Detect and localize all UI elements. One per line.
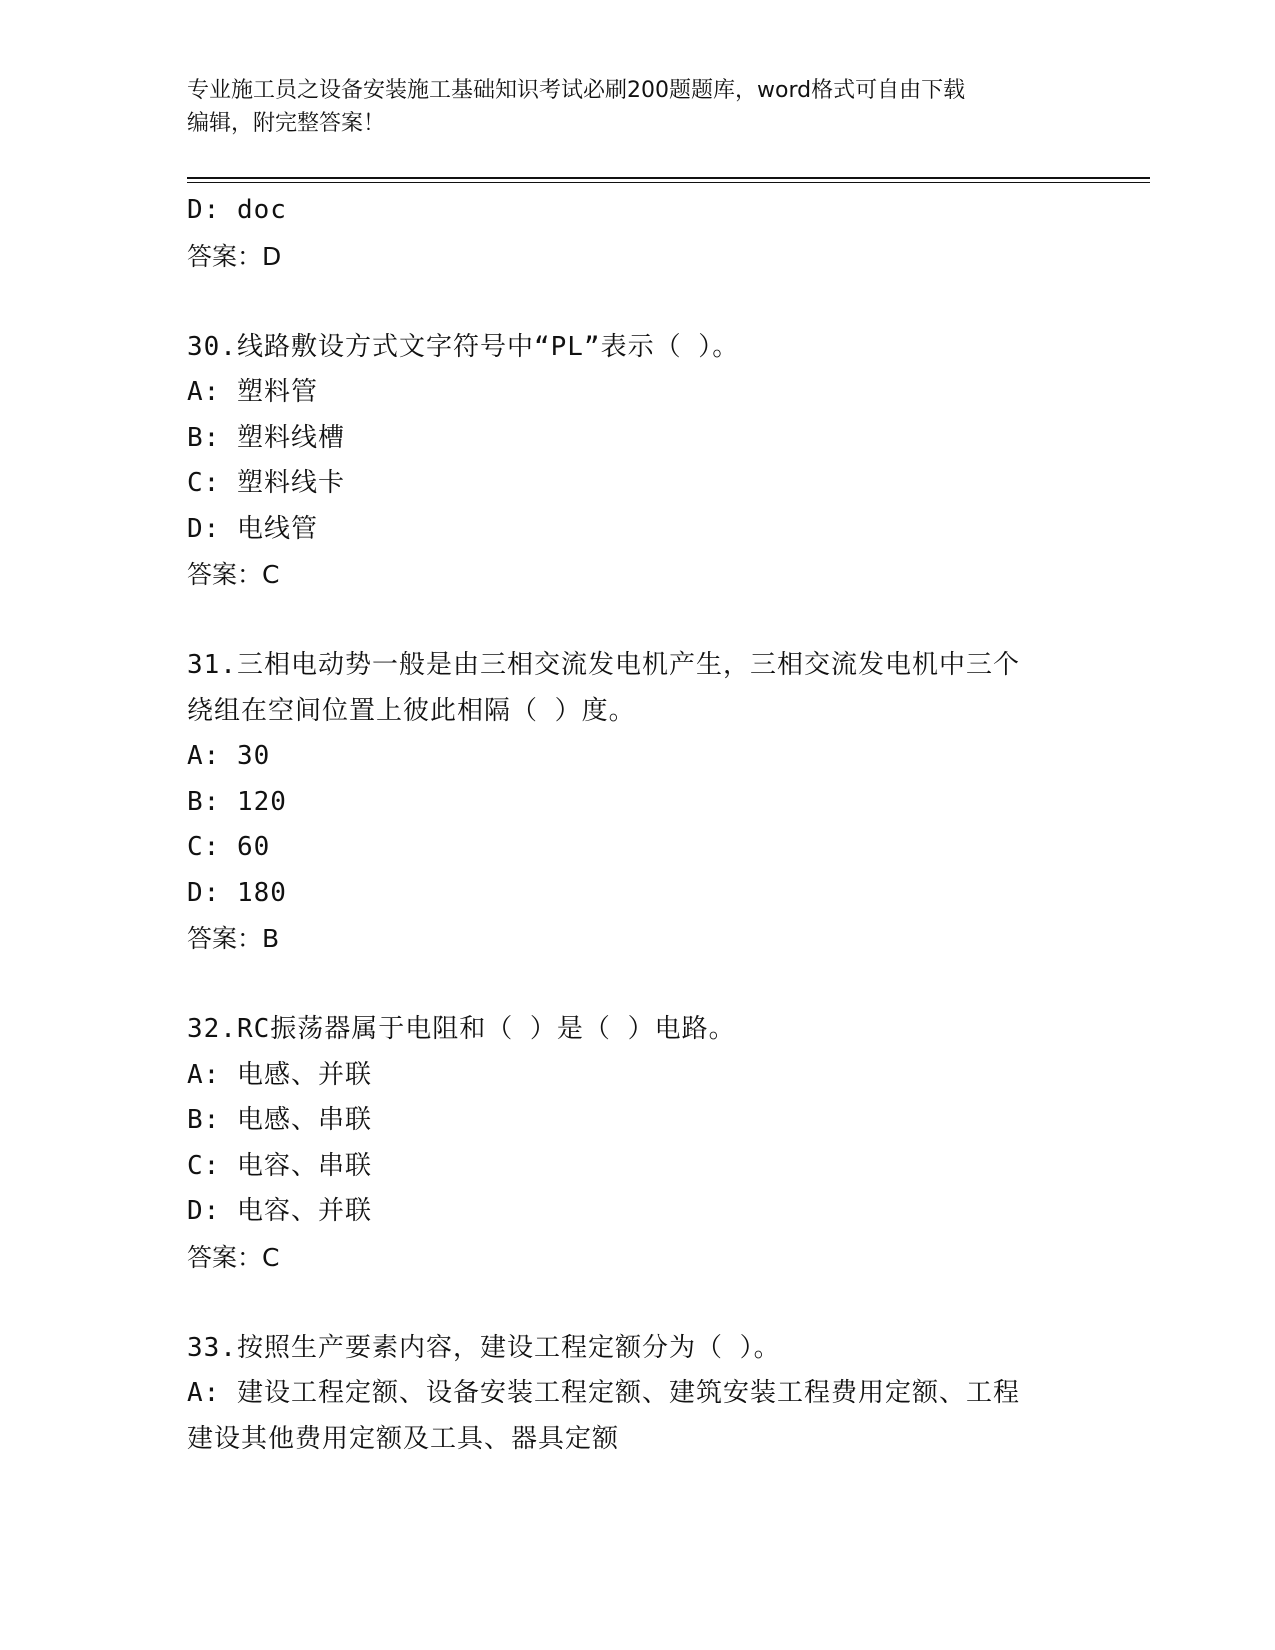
spacer bbox=[187, 962, 1087, 1008]
option-a: A: 建设工程定额、设备安装工程定额、建筑安装工程费用定额、工程 bbox=[187, 1378, 1020, 1408]
option-b: B: 120 bbox=[187, 786, 287, 817]
document-header bbox=[187, 74, 1087, 140]
option-c: C: 60 bbox=[187, 832, 271, 862]
option-b: B: 电感、串联 bbox=[187, 1105, 372, 1135]
question-30 bbox=[187, 325, 1087, 598]
question-text: 33.按照生产要素内容，建设工程定额分为（ ）。 bbox=[187, 1332, 781, 1363]
header-divider-thin bbox=[187, 182, 1150, 183]
option-a: A: 塑料管 bbox=[187, 377, 318, 407]
header-title-line-2: 编辑，附完整答案！ bbox=[187, 111, 386, 136]
answer-line: 答案：B bbox=[187, 924, 280, 953]
spacer bbox=[187, 1280, 1087, 1326]
answer-line: 答案：C bbox=[187, 1242, 280, 1272]
question-text-continued: 绕组在空间位置上彼此相隔（ ）度。 bbox=[187, 695, 636, 726]
option-d: D: doc bbox=[187, 195, 287, 225]
question-32 bbox=[187, 1007, 1087, 1280]
option-c: C: 电容、串联 bbox=[187, 1150, 372, 1181]
option-b: B: 塑料线槽 bbox=[187, 422, 345, 453]
spacer bbox=[187, 598, 1087, 644]
option-a: A: 电感、并联 bbox=[187, 1059, 372, 1090]
question-list bbox=[187, 188, 1087, 1462]
spacer bbox=[187, 279, 1087, 325]
header-divider-thick bbox=[187, 177, 1150, 179]
option-a-continued: 建设其他费用定额及工具、器具定额 bbox=[187, 1423, 620, 1454]
answer-line: 答案：C bbox=[187, 560, 280, 589]
answer-line: 答案：D bbox=[187, 241, 282, 271]
question-text: 32.RC振荡器属于电阻和（ ）是（ ）电路。 bbox=[187, 1014, 736, 1044]
question-text: 31.三相电动势一般是由三相交流发电机产生，三相交流发电机中三个 bbox=[187, 650, 1020, 680]
option-d: D: 电容、并联 bbox=[187, 1196, 372, 1226]
option-a: A: 30 bbox=[187, 741, 271, 771]
option-d: D: 电线管 bbox=[187, 513, 318, 544]
question-31 bbox=[187, 643, 1087, 962]
option-c: C: 塑料线卡 bbox=[187, 468, 345, 498]
question-33 bbox=[187, 1326, 1087, 1463]
header-title-line-1: 专业施工员之设备安装施工基础知识考试必刷200题题库，word格式可自由下载 bbox=[187, 78, 966, 103]
option-d: D: 180 bbox=[187, 877, 287, 908]
question-text: 30.线路敷设方式文字符号中“PL”表示（ ）。 bbox=[187, 331, 740, 362]
